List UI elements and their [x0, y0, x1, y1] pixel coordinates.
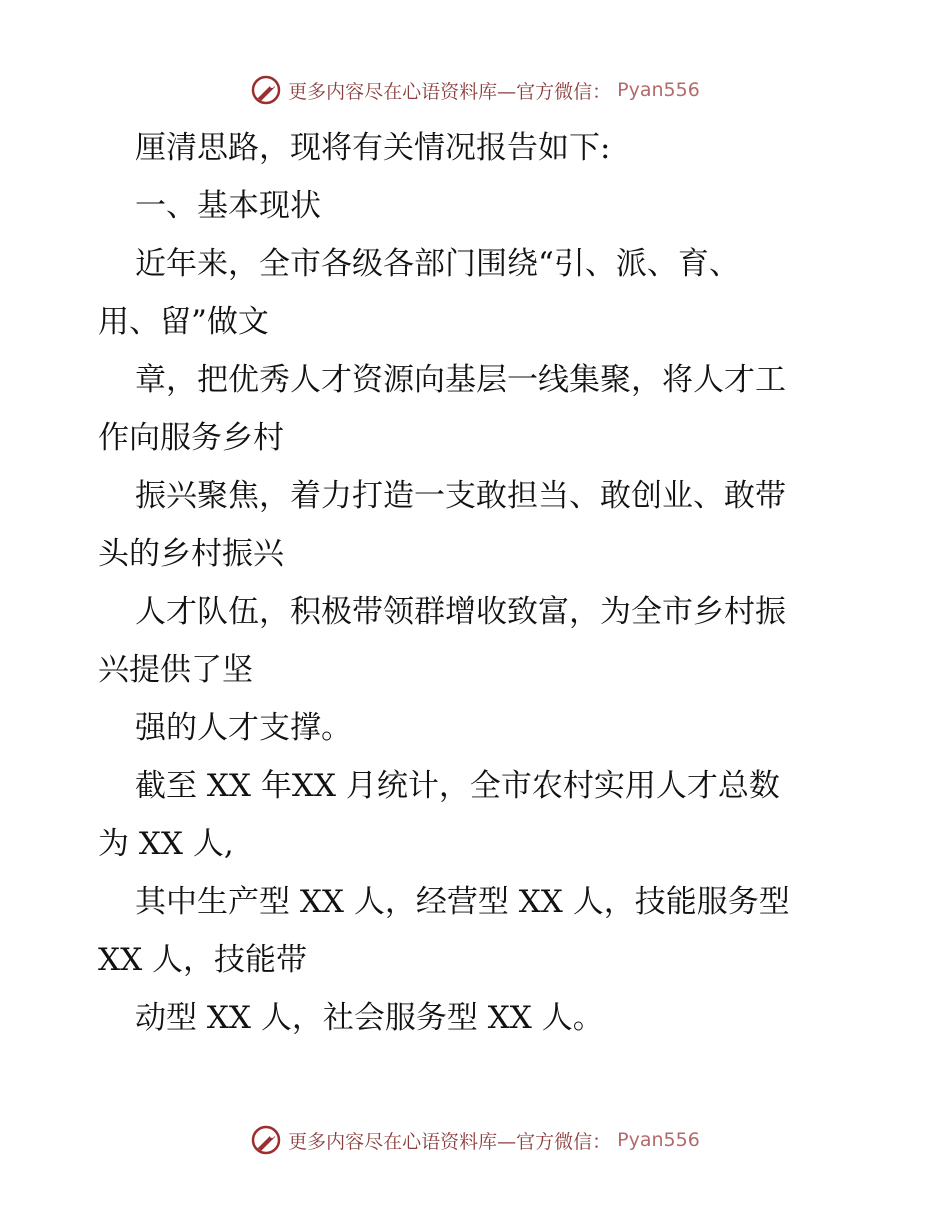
- text-line: 厘清思路，现将有关情况报告如下:: [135, 130, 611, 166]
- text-line: 为 XX 人,: [98, 826, 234, 862]
- banner-label: 更多内容尽在心语资料库—官方微信：: [288, 80, 612, 103]
- text-line: 动型 XX 人，社会服务型 XX 人。: [135, 1000, 604, 1036]
- text-line: 振兴聚焦，着力打造一支敢担当、敢创业、敢带: [135, 478, 786, 514]
- text-line: 其中生产型 XX 人，经营型 XX 人，技能服务型: [135, 884, 790, 920]
- banner-wechat-handle: Pyan556: [617, 79, 700, 101]
- text-line: 截至 XX 年XX 月统计，全市农村实用人才总数: [135, 768, 780, 804]
- pen-nib-logo-icon: [250, 1124, 282, 1156]
- text-line: 头的乡村振兴: [98, 536, 284, 572]
- text-line: 兴提供了坚: [98, 652, 253, 688]
- banner-wechat-handle: Pyan556: [617, 1129, 700, 1151]
- document-body: [98, 119, 858, 1047]
- text-line: 作向服务乡村: [98, 420, 284, 456]
- banner-label: 更多内容尽在心语资料库—官方微信：: [288, 1130, 612, 1153]
- section-heading: 一、基本现状: [135, 188, 321, 224]
- text-line: 人才队伍，积极带领群增收致富，为全市乡村振: [135, 594, 786, 630]
- text-line: 用、留”做文: [98, 304, 269, 340]
- footer-banner: [0, 1120, 950, 1160]
- text-line: 强的人才支撑。: [135, 710, 352, 746]
- text-line: 近年来，全市各级各部门围绕“引、派、育、: [135, 246, 740, 282]
- text-line: 章，把优秀人才资源向基层一线集聚，将人才工: [135, 362, 786, 398]
- pen-nib-logo-icon: [250, 74, 282, 106]
- header-banner: [0, 70, 950, 110]
- text-line: XX 人，技能带: [98, 942, 307, 978]
